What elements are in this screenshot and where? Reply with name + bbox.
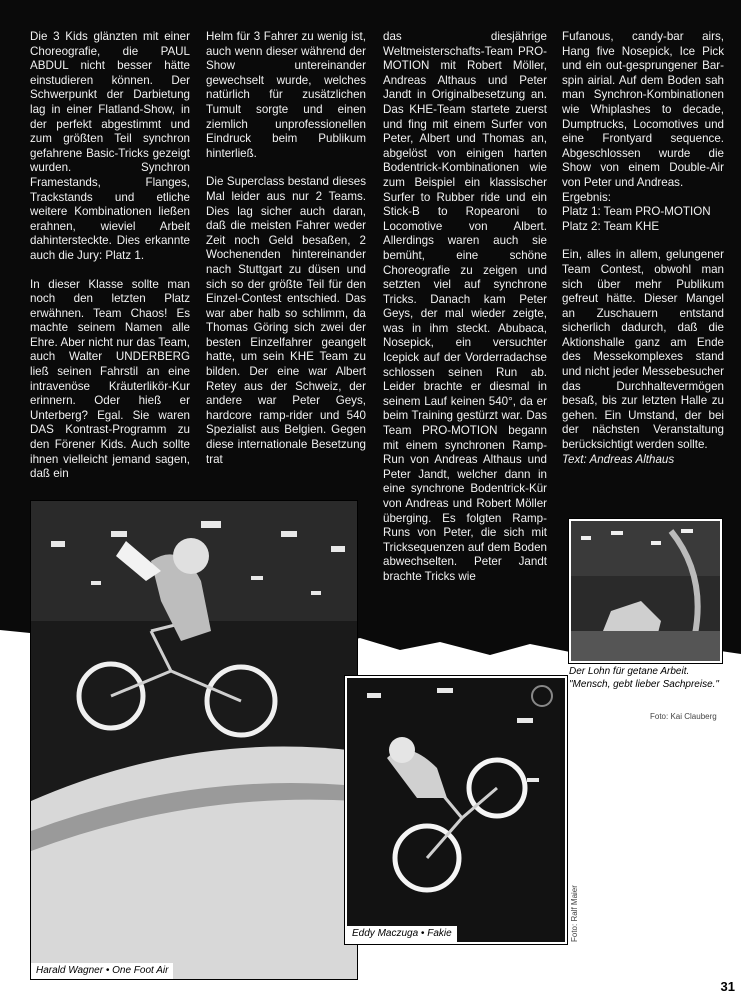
photo-exhibition-hall: [569, 519, 722, 663]
paragraph: Ein, alles in allem, gelungener Team Contest, obwohl man sich über mehr Publikum gefreut hätte. Dieser Mangel an Zuschauern entstand sicherlich dadurch, daß die Aktionshalle ganz am Ende des Messekomplexes stand und nicht jeder Messebesucher das Durchhaltevermögen besaß, bis zur letzten Halle zu gehen. Ein Umstand, der bei der nächsten Veranstaltung berücksichtigt werden sollte.: [562, 248, 724, 452]
bmx-air-photo: [31, 501, 357, 979]
photo-credit: Foto: Kai Clauberg: [650, 712, 717, 721]
text-column-4: [562, 30, 724, 467]
paragraph: In dieser Klasse sollte man noch den letzten Platz erwähnen. Team Chaos! Es machte seinem Namen alle Ehre. Aber nicht nur das Team, auch Walter UNDERBERG ließ seinen Fahrstil an eine intravenöse Kräuterlikör-Kur erinnern. Oder hieß er Unterberg? Egal. Sie waren DAS Kontrast-Programm zu den Förener Kids. Auch sollte ihnen vielleicht jemand sagen, daß ein: [30, 277, 190, 481]
text-column-1: [30, 30, 190, 482]
paragraph: Die Superclass bestand dieses Mal leider aus nur 2 Teams. Dies lag sicher auch daran, daß die meisten Fahrer weder Zeit noch Geld besaßen, 2 Wochenenden hintereinander nach Stuttgart zu düsen und sich so der größte Teil für den Einzel-Contest entschied. Das war aber halb so schlimm, da Thomas Göring sich zwei der besten Einzelfahrer geangelt hatte, um sein KHE Team zu bilden. Der eine war Albert Retey aus der Schweiz, der andere war Peter Geys, hardcore ramp-rider und 540 Spezialist aus Belgien. Gegen diese internationale Besetzung trat: [206, 175, 366, 466]
photo-harald-wagner: [30, 500, 358, 980]
text-credit: Text: Andreas Althaus: [562, 452, 675, 466]
photo-eddy-maczuga: [345, 676, 567, 944]
paragraph: Die 3 Kids glänzten mit einer Choreografie, die PAUL ABDUL nicht besser hätte einstudieren können. Der Schwerpunkt der Darbietung lag in einer Flatland-Show, in der perfekt abgestimmt und zum größten Teil synchron gefahrene Basic-Tricks gezeigt wurden. Synchron Framestands, Flanges, Trackstands und etliche weitere Kombinationen ließen erahnen, wieviel Arbeit dahintersteckte. Dies erkannte auch die Jury: Platz 1.: [30, 30, 190, 262]
photo-caption: Eddy Maczuga • Fakie: [347, 926, 457, 942]
photo-credit: Foto: Ralf Maier: [570, 885, 579, 942]
page-number: 31: [720, 979, 735, 994]
text-column-3: [383, 30, 547, 585]
result-line: Platz 2: Team KHE: [562, 219, 660, 233]
results-heading: Ergebnis:: [562, 190, 611, 204]
text-column-2: [206, 30, 366, 467]
paragraph: das diesjährige Weltmeisterschafts-Team PRO-MOTION mit Robert Möller, Andreas Althaus und Peter Jandt in Originalbesetzung an. Das KHE-Team startete zuerst und fing mit einem Surfer von Peter, Albert und Thomas an, abgelöst von einigen harten Bodentrick-Kombinationen wie zum Beispiel ein klassischer Surfer to Rubber ride und ein Stick-B to Ropearoni to Locomotive von Albert. Allerdings waren auch sie bemüht, eine schöne Choreografie zu zeigen und setzten viel auf synchrone Tricks. Danach kam Peter Geys, der mal wieder zeigte, was in ihm steckt. Abubaca, Nosepick, ein versuchter Icepick auf der Vorderradachse schlossen seinen Run ab. Leider brachte er diesmal in seinem Lauf keinen 540°, da er beim Training gestürzt war. Das Team PRO-MOTION begann mit einem synchronen Ramp-Run von Andreas Althaus und Peter Jandt, welcher dann in eine synchrone Bodentrick-Kür von Andreas und Robert Möller überging. Es folgten Ramp-Runs von Peter, die sich mit Tricksequenzen auf dem Boden abwechselten. Peter Jandt brachte Tricks wie: [383, 30, 547, 583]
photo-caption: Harald Wagner • One Foot Air: [31, 963, 173, 979]
bmx-fakie-photo: [347, 678, 565, 942]
caption-line: "Mensch, gebt lieber Sachpreise.": [569, 678, 719, 690]
caption-line: Der Lohn für getane Arbeit.: [569, 666, 690, 677]
result-line: Platz 1: Team PRO-MOTION: [562, 205, 711, 219]
hall-photo: [571, 521, 720, 661]
paragraph: Helm für 3 Fahrer zu wenig ist, auch wenn dieser während der Show untereinander gewechselt wurde, welches natürlich für zusätzlichen Tumult sorgte und einen ziemlich unprofessionellen Eindruck beim Publikum hinterließ.: [206, 30, 366, 160]
small-photo-caption: [569, 666, 719, 691]
paragraph: Fufanous, candy-bar airs, Hang five Nosepick, Ice Pick und ein out-gesprungener Bar-spin airial. Auf dem Boden sah man Synchron-Kombinationen wie Whiplashes to decade, Dumptrucks, Locomotives und eine Frontyard sequence. Abgeschlossen wurde die Show von einem Double-Air von Peter und Andreas.: [562, 30, 724, 189]
